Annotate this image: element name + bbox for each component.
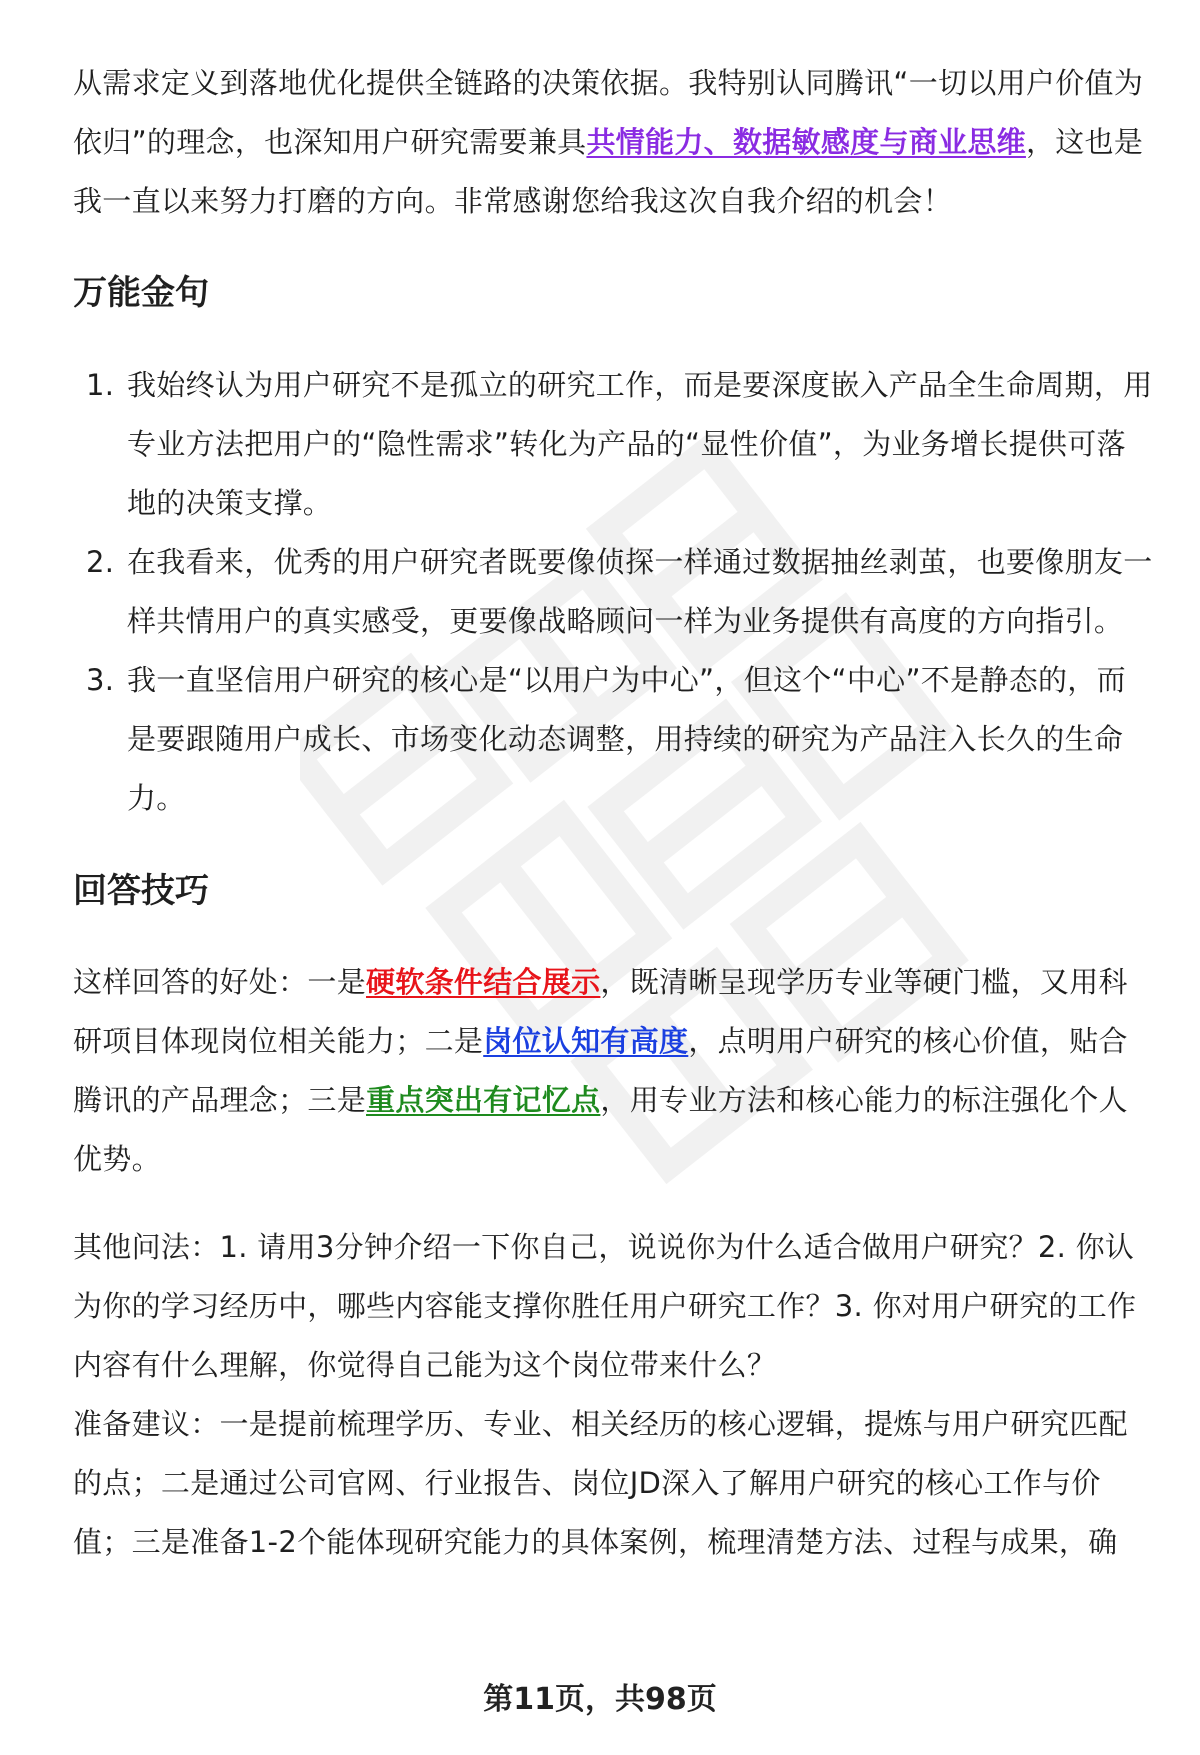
quote-item-3	[73, 651, 1153, 828]
section-heading-tips: 回答技巧	[73, 871, 209, 911]
quote-text-3: 我一直坚信用户研究的核心是“以用户为中心”，但这个“中心”不是静态的，而是要跟随用户成长、市场变化动态调整，用持续的研究为产品注入长久的生命力。	[127, 663, 1126, 815]
quote-item-1	[73, 356, 1153, 533]
benefits-paragraph	[73, 953, 1153, 1189]
main-content	[73, 54, 1153, 1572]
benefit-highlight-3: 重点突出有记忆点	[366, 1083, 601, 1117]
benefit-text-2: ，既清晰呈现学历专业等硬门槛，又用科研项目体现岗位相关能力；二是	[73, 965, 1128, 1058]
quotes-list	[73, 356, 1153, 828]
quote-text-2: 在我看来，优秀的用户研究者既要像侦探一样通过数据抽丝剥茧，也要像朋友一样共情用户的真实感受，更要像战略顾问一样为业务提供有高度的方向指引。	[127, 545, 1153, 638]
quote-text-1: 我始终认为用户研究不是孤立的研究工作，而是要深度嵌入产品全生命周期，用专业方法把用户的“隐性需求”转化为产品的“显性价值”，为业务增长提供可落地的决策支撑。	[127, 368, 1153, 520]
benefit-highlight-1: 硬软条件结合展示	[366, 965, 601, 999]
quote-item-2	[73, 533, 1153, 651]
intro-paragraph	[73, 54, 1153, 231]
quote-number-2: 2.	[86, 545, 115, 579]
quote-number-3: 3.	[86, 663, 115, 697]
benefit-highlight-2: 岗位认知有高度	[483, 1024, 689, 1058]
quote-number-1: 1.	[86, 368, 115, 402]
intro-highlight: 共情能力、数据敏感度与商业思维	[586, 125, 1026, 159]
benefit-text-1: 这样回答的好处：一是	[73, 965, 367, 999]
prep-advice-paragraph: 准备建议：一是提前梳理学历、专业、相关经历的核心逻辑，提炼与用户研究匹配的点；二是通过公司官网、行业报告、岗位JD深入了解用户研究的核心工作与价值；三是准备1-2个能体现研究能力的具体案例，梳理清楚方法、过程与成果，确	[73, 1407, 1128, 1559]
intro-text-2: ，这也是我一直以来努力打磨的方向。非常感谢您给我这次自我介绍的机会！	[73, 125, 1144, 218]
benefit-text-4: ，用专业方法和核心能力的标注强化个人优势。	[73, 1083, 1128, 1176]
section-heading-quotes: 万能金句	[73, 273, 209, 313]
intro-text-1: 从需求定义到落地优化提供全链路的决策依据。我特别认同腾讯“一切以用户价值为依归”的理念，也深知用户研究需要兼具	[73, 66, 1144, 159]
page-footer: 第11页，共98页	[483, 1682, 717, 1717]
other-questions-paragraph: 其他问法：1. 请用3分钟介绍一下你自己，说说你为什么适合做用户研究？2. 你认为你的学习经历中，哪些内容能支撑你胜任用户研究工作？3. 你对用户研究的工作内容有什么理解，你觉得自己能为这个岗位带来什么？	[73, 1230, 1137, 1382]
benefit-text-3: ，点明用户研究的核心价值，贴合腾讯的产品理念；三是	[73, 1024, 1128, 1117]
